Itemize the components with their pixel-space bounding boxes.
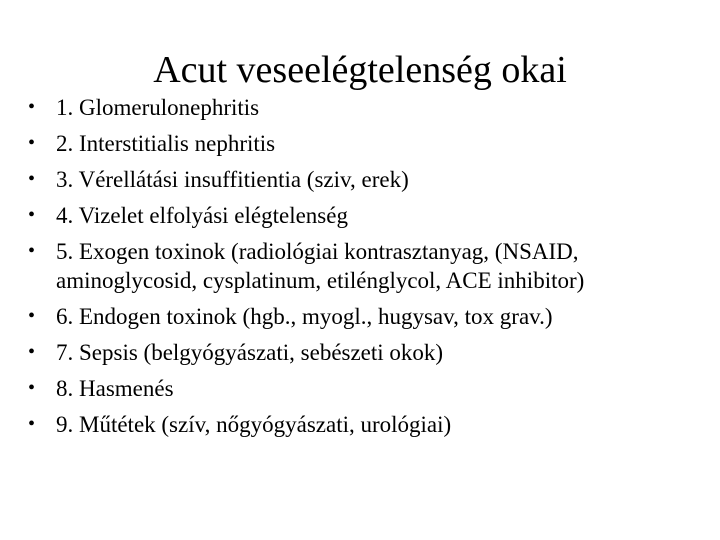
list-item (28, 237, 700, 295)
list-item (28, 165, 700, 194)
list-item (28, 374, 700, 403)
list-item-text: 6. Endogen toxinok (hgb., myogl., hugysav, tox grav.) (56, 304, 553, 329)
bullet-icon: • (28, 341, 36, 363)
list-item (28, 410, 700, 439)
list-item-text: 4. Vizelet elfolyási elégtelenség (56, 203, 348, 228)
list-item-text: 5. Exogen toxinok (radiológiai kontrasztanyag, (NSAID, aminoglycosid, cysplatinum, etilénglycol, ACE inhibitor) (56, 239, 585, 293)
list-item (28, 129, 700, 158)
slide-title: Acut veseelégtelenség okai (153, 49, 567, 91)
bullet-icon: • (28, 204, 36, 226)
list-item (28, 201, 700, 230)
bullet-icon: • (28, 240, 36, 262)
bullet-list (28, 93, 700, 446)
bullet-icon: • (28, 132, 36, 154)
list-item (28, 338, 700, 367)
bullet-icon: • (28, 305, 36, 327)
bullet-icon: • (28, 377, 36, 399)
bullet-icon: • (28, 168, 36, 190)
list-item (28, 93, 700, 122)
bullet-icon: • (28, 96, 36, 118)
list-item-text: 7. Sepsis (belgyógyászati, sebészeti okok) (56, 340, 444, 365)
list-item-text: 2. Interstitialis nephritis (56, 131, 276, 156)
list-item-text: 9. Műtétek (szív, nőgyógyászati, urológiai) (56, 412, 452, 437)
list-item (28, 302, 700, 331)
bullet-icon: • (28, 413, 36, 435)
list-item-text: 3. Vérellátási insuffitientia (sziv, erek) (56, 167, 409, 192)
list-item-text: 1. Glomerulonephritis (56, 95, 260, 120)
list-item-text: 8. Hasmenés (56, 376, 174, 401)
